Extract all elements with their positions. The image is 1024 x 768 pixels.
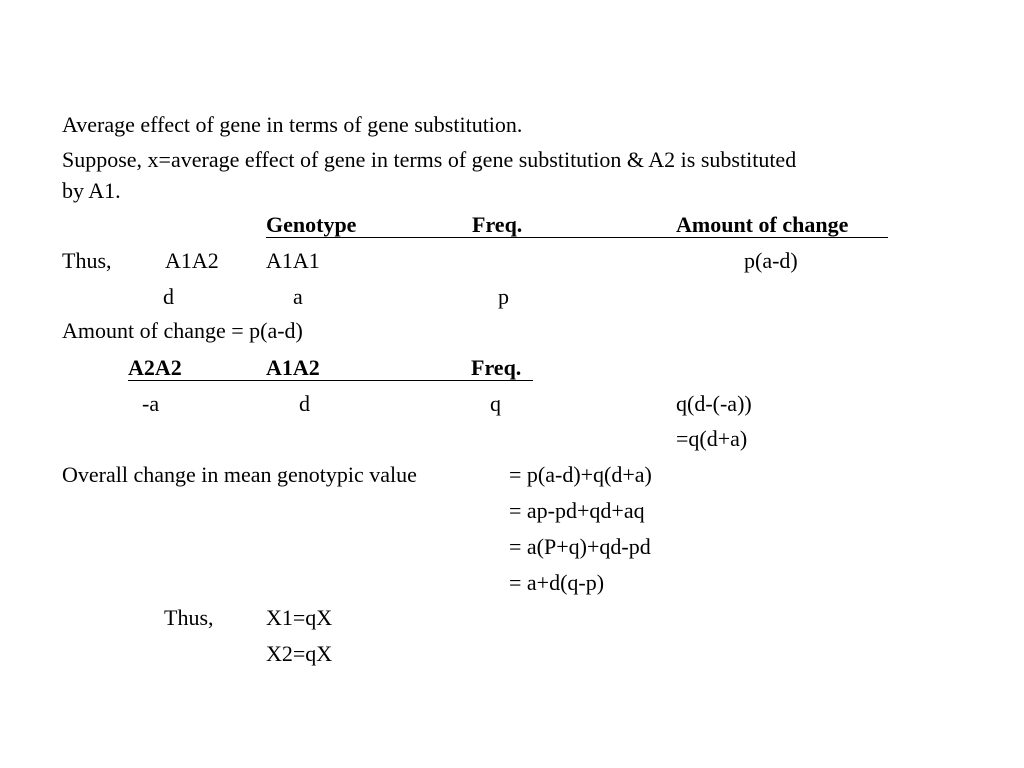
row-genotype-a1a2: A1A2 [165, 248, 219, 273]
row-label-thus: Thus, [62, 248, 112, 273]
header-freq: Freq. [472, 212, 523, 237]
title-line: Average effect of gene in terms of gene substitution. [62, 112, 523, 137]
conclusion-thus: Thus, [164, 605, 214, 630]
overall-step-1: = p(a-d)+q(d+a) [509, 462, 652, 487]
overall-change-label: Overall change in mean genotypic value [62, 462, 417, 487]
value-p: p [498, 284, 509, 309]
row-amount-pad: p(a-d) [744, 248, 798, 273]
header-a2a2: A2A2 [128, 355, 182, 380]
overall-step-4: = a+d(q-p) [509, 570, 605, 595]
overall-step-2: = ap-pd+qd+aq [509, 498, 645, 523]
amount-of-change-line: Amount of change = p(a-d) [62, 318, 303, 343]
overall-step-3: = a(P+q)+qd-pd [509, 534, 651, 559]
value-d: d [163, 284, 174, 309]
header-amount-of-change: Amount of change [676, 212, 849, 237]
table2-header [128, 355, 533, 381]
header-freq-2: Freq. [471, 355, 522, 380]
value-d-2: d [299, 391, 310, 416]
value-q: q [490, 391, 501, 416]
conclusion-x2: X2=qX [266, 641, 333, 666]
suppose-line-2: by A1. [62, 178, 121, 203]
value-neg-a: -a [142, 391, 160, 416]
row-genotype-a1a1: A1A1 [266, 248, 320, 273]
table1-header [266, 212, 888, 238]
header-a1a2: A1A2 [266, 355, 320, 380]
header-genotype: Genotype [266, 212, 357, 237]
value-a: a [293, 284, 303, 309]
amount-q-expr: q(d-(-a)) [676, 391, 752, 416]
amount-q-simplified: =q(d+a) [676, 426, 748, 451]
conclusion-x1: X1=qX [266, 605, 333, 630]
suppose-line-1: Suppose, x=average effect of gene in terms of gene substitution & A2 is substituted [62, 147, 797, 172]
